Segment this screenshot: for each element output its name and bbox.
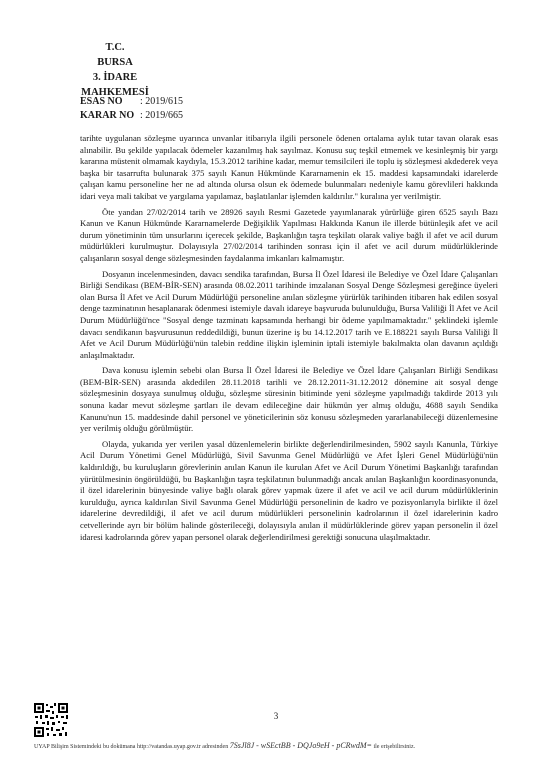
karar-label: KARAR NO bbox=[80, 110, 135, 121]
karar-value: : 2019/665 bbox=[140, 110, 184, 121]
esas-value: : 2019/615 bbox=[140, 96, 184, 107]
court-header bbox=[60, 40, 170, 100]
page-number: 3 bbox=[273, 711, 279, 721]
case-numbers bbox=[80, 95, 183, 123]
footer-uyap-text: UYAP Bilişim Sistemindeki bu dokümana http://vatandas.uyap.gov.tr adresinden bbox=[34, 744, 229, 750]
footer-suffix: ile erişebilirsiniz. bbox=[373, 744, 416, 750]
esas-label: ESAS NO bbox=[80, 96, 123, 107]
karar-row bbox=[80, 109, 183, 123]
paragraph: tarihte uygulanan sözleşme uyarınca unvanlar itibarıyla ilgili personele ödenen ortalama aylık tutar tavan olarak esas alınabilir. Bu şekilde yapılacak ödemeler kazanılmış hak sayılmaz. Konusu suç teşkil etmemek ve kesinleşmiş bir yargı kararına müstenit olmamak kaydıyla, 15.3.2012 tarihine kadar, memur temsilcileri ile toplu iş sözleşmesi akdederek veya başka bir tasarrufta bulunarak 375 sayılı Kanun Hükmünde Kararnamenin ek 15. maddesi kapsamındaki idarelerde çalışan kamu personeline her ne ad altında olursa olsun ek ödemede bulunmaları nedeniyle kamu görevlileri hakkında idari veya mali takibat ve yargılama yapılamaz, başlatılanlar işlemden kaldırılır." kuralına yer verilmiştir. bbox=[80, 133, 498, 201]
paragraph: Dava konusu işlemin sebebi olan Bursa İl Özel İdaresi ile Belediye ve Özel İdare Çalışanları Birliği Sendikası (BEM-BİR-SEN) arasında akdedilen 28.11.2018 tarihli ve 28.12.2011-31.12.2012 dönemine ait sosyal denge sözleşmesinin dosyaya sunulmuş olduğu, sözleşme süresinin bitiminde yeni sözleşme yapılmadığı takdirde 2013 yılı sonuna kadar mevut sözleşme şartları ile devam edileceğine dair hükmün yer almış olduğu, 4688 sayılı Sendika Kanunu'nun 15. maddesinde dahil personel ve yöneticilerinin söz konusu sözleşmeden yararlanabileceği düzenlemesine yer verilmiş olduğu görülmüştür. bbox=[80, 365, 498, 434]
court-name: 3. İDARE MAHKEMESİ bbox=[81, 72, 149, 98]
document-body bbox=[80, 133, 498, 547]
footer-verification bbox=[34, 742, 514, 751]
city-name: BURSA bbox=[97, 57, 133, 68]
verification-code: 7SsJl8J - wSEctBB - DQJo9eH - pCRwdM= bbox=[229, 741, 372, 750]
qr-code-icon bbox=[33, 702, 69, 738]
paragraph: Dosyanın incelenmesinden, davacı sendika tarafından, Bursa İl Özel İdaresi ile Belediye ve Özel İdare Çalışanları Birliği Sendikası (BEM-BİR-SEN) arasında 08.02.2011 tarihinde imzalanan Sosyal Denge Sözleşmesi gereğince üyeleri olan Bursa İl Afet ve Acil Durum Müdürlüğü personeline anılan sözleşme yürürlük tarihinden itibaren hak edilen sosyal denge tazminatının hesaplanarak ödenmesi istemiyle davalı idareye başvuruda bulunulduğu, Bursa Valiliği İl Afet ve Acil Durum Müdürlüğü'nce "Sosyal denge tazminatı kapsamında herhangi bir ödeme yapılmamaktadır." şeklindeki işlemle davacı sendikanın başvurusunun reddedildiği, bunun üzerine iş bu 14.12.2017 tarih ve E.188221 sayılı Bursa Valiliği İl Afet ve Acil Durum Müdürlüğü'nün talebin reddine ilişkin işleminin iptali istemiyle bakılmakta olan davanın açıldığı anlaşılmaktadır. bbox=[80, 268, 498, 360]
paragraph: Öte yandan 27/02/2014 tarih ve 28926 sayılı Resmi Gazetede yayımlanarak yürürlüğe giren 6525 sayılı Bazı Kanun ve Kanun Hükmünde Kararnamelerde Değişiklik Yapılması Hakkında Kanun ile illerde bütünleşik afet ve acil durum yönetiminin tüm unsurlarını içerecek şekilde, Başkanlığın taşra teşkilatı olarak valiye bağlı il afet ve acil durum müdürlükleri kurulmuştur. Dolayısıyla 27/02/2014 tarihinden sonrası için il afet ve acil durum müdürlüklerinde çalışanların sosyal denge sözleşmesinden faydalanma imkanları kalmamıştır. bbox=[80, 206, 498, 263]
esas-row bbox=[80, 95, 183, 109]
republic-abbr: T.C. bbox=[105, 42, 125, 53]
paragraph: Olayda, yukarıda yer verilen yasal düzenlemelerin birlikte değerlendirilmesinden, 5902 sayılı Kanunla, Türkiye Acil Durum Yönetimi Genel Müdürlüğü, Sivil Savunma Genel Müdürlüğü ve Afet İşleri Genel Müdürlüğü'nün kaldırıldığı, bu kuruluşların görevlerinin anılan Kanun ile kurulan Afet ve Acil Durum Yönetimi Başkanlığı tarafından yürütülmesinin öngörüldüğü, bu Başkanlığın taşra teşkilatının bulunmadığı ancak anılan Başkanlığın koordinasyonunda, il özel idarelerinin bünyesinde valiye bağlı olarak görev yapmak üzere il afet ve acil ve acil durum müdürlüklerinin kurulduğu, ayrıca kaldırılan Sivil Savunma Genel Müdürlüğü personelinin de kadro ve pozisyonlarıyla birlikte il özel idarelerine devredildiği, il afet ve acil durum müdürlükleri personelinin kadrolarının il özel idarelerinin kadro cetvellerinde ayrı bir bölüm halinde gösterileceği, dolayısıyla anılan il müdürlüklerinde görev yapan personelin il özel idaresi kadrolarında görev yapan personel olarak değerlendirilmesi gerektiği sonucuna ulaşılmaktadır. bbox=[80, 438, 498, 542]
